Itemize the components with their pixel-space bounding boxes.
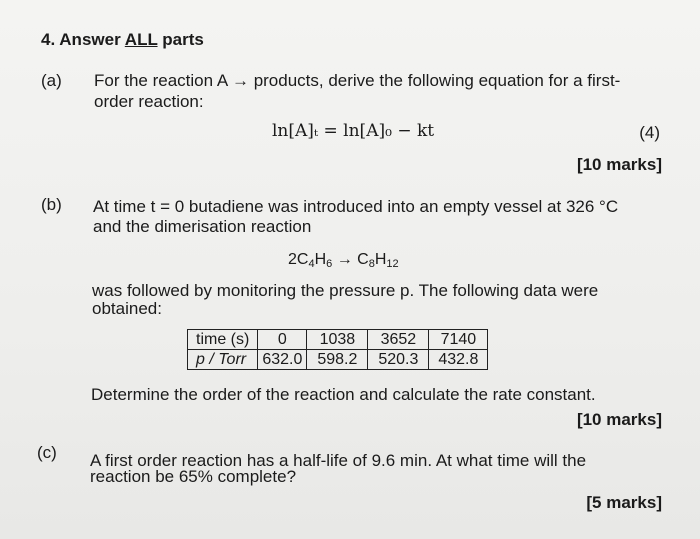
question-number: 4.	[41, 30, 56, 49]
table-cell: 520.3	[368, 350, 429, 370]
part-a-label: (a)	[41, 71, 62, 90]
pressure-data-table	[187, 329, 488, 370]
part-b-text-line4: obtained:	[92, 299, 162, 318]
part-b-text-line1: At time t = 0 butadiene was introduced into an empty vessel at 326 °C	[93, 197, 619, 216]
part-a-marks: [10 marks]	[576, 155, 662, 174]
part-b-text-line2: and the dimerisation reaction	[93, 217, 312, 236]
reactant-c-subscript: 4	[308, 258, 315, 270]
product-c-subscript: 8	[368, 258, 375, 270]
pressure-header-cell: p / Torr	[188, 350, 258, 370]
table-row	[188, 350, 488, 370]
part-a-equation-number: (4)	[639, 123, 660, 142]
part-b-label: (b)	[41, 195, 62, 214]
part-c-text-line1: A first order reaction has a half-life of 9.6 min. At what time will the	[90, 451, 587, 470]
part-b-text-line3: was followed by monitoring the pressure p. The following data were	[92, 281, 599, 300]
part-a-text-line2: order reaction:	[94, 92, 204, 111]
table-cell: 0	[258, 330, 307, 350]
table-row	[188, 330, 488, 350]
product-h-subscript: 12	[386, 258, 399, 270]
part-c-label: (c)	[37, 443, 57, 462]
part-c-marks: [5 marks]	[586, 493, 662, 512]
table-cell: 3652	[368, 330, 429, 350]
table-cell: 632.0	[258, 350, 307, 370]
part-a-equation: ln[A]ₜ = ln[A]₀ − kt	[272, 121, 435, 141]
product-h: H	[374, 251, 387, 268]
product-c: C	[357, 251, 369, 268]
part-b-instruction: Determine the order of the reaction and calculate the rate constant.	[91, 385, 596, 404]
heading-underlined: ALL	[124, 30, 158, 49]
reactant-c: 2C	[288, 251, 309, 268]
table-cell: 7140	[429, 330, 488, 350]
time-header-cell: time (s)	[188, 330, 258, 350]
part-a-text-line1: For the reaction A → products, derive the following equation for a first-	[94, 71, 621, 90]
table-cell: 598.2	[307, 350, 368, 370]
reactant-h: H	[314, 251, 327, 268]
question-heading	[41, 29, 204, 50]
reactant-h-subscript: 6	[326, 258, 333, 270]
dimerisation-reaction	[288, 249, 399, 275]
heading-prefix: Answer	[59, 30, 121, 49]
part-b-marks: [10 marks]	[576, 410, 662, 429]
table-cell: 1038	[307, 330, 368, 350]
reaction-arrow: →	[336, 251, 353, 268]
heading-suffix: parts	[162, 30, 204, 49]
table-cell: 432.8	[429, 350, 488, 370]
part-c-text-line2: reaction be 65% complete?	[90, 467, 297, 486]
